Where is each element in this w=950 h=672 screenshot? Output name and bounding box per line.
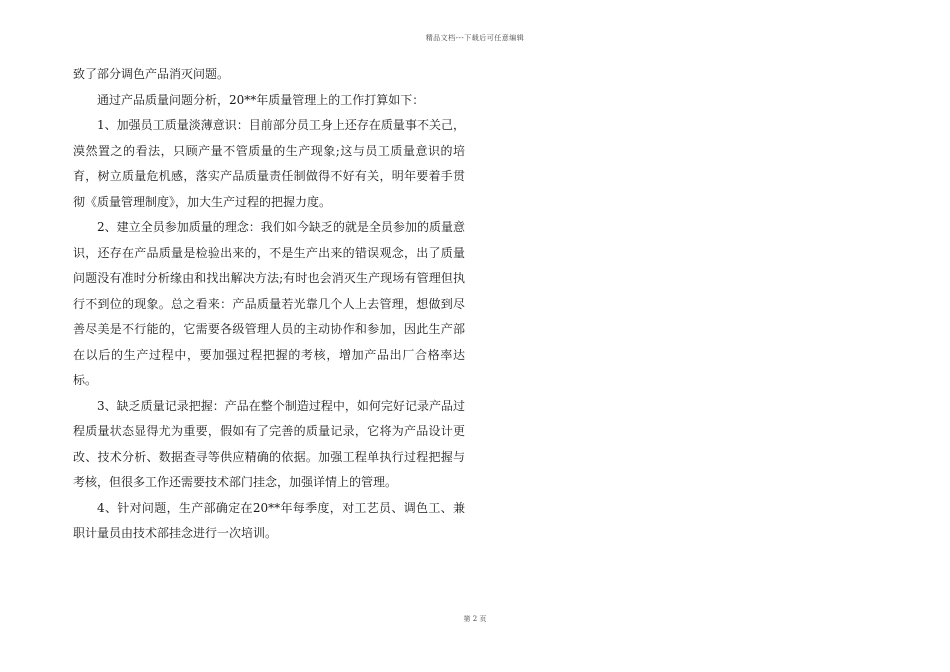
paragraph-item-2: 2、建立全员参加质量的理念：我们如今缺乏的就是全员参加的质量意识，还存在产品质量是检验出来的，不是生产出来的错误观念，出了质量问题没有准时分析缘由和找出解决方法;有时也会消灭生产现场有管理但执行不到位的现象。总之看来：产品质量若光靠几个人上去管理，想做到尽善尽美是不行能的，它需要各级管理人员的主动协作和参加，因此生产部在以后的生产过程中，要加强过程把握的考核，增加产品出厂合格率达标。 [73,220,465,387]
paragraph-item-3: 3、缺乏质量记录把握：产品在整个制造过程中，如何完好记录产品过程质量状态显得尤为重要，假如有了完善的质量记录，它将为产品设计更改、技术分析、数据查寻等供应精确的依据。加强工程单执行过程把握与考核，但很多工作还需要技术部门挂念，加强详情上的管理。 [73,398,465,489]
paragraph-item-4: 4、针对问题，生产部确定在20**年每季度，对工艺员、调色工、兼职计量员由技术部挂念进行一次培训。 [73,500,465,540]
document-body [73,62,465,547]
paragraph-continuation: 致了部分调色产品消灭问题。 [73,67,230,81]
page-header: 精品文档---下载后可任意编辑 [425,34,525,42]
paragraph-intro: 通过产品质量问题分析，20**年质量管理上的工作打算如下： [97,92,425,107]
paragraph-item-1: 1、加强员工质量淡薄意识：目前部分员工身上还存在质量事不关己，漠然置之的看法，只顾产量不管质量的生产现象;这与员工质量意识的培育，树立质量危机感，落实产品质量责任制做得不好有关，明年要着手贯彻《质量管理制度》，加大生产过程的把握力度。 [73,118,465,209]
page-number: 第 2 页 [463,615,487,623]
